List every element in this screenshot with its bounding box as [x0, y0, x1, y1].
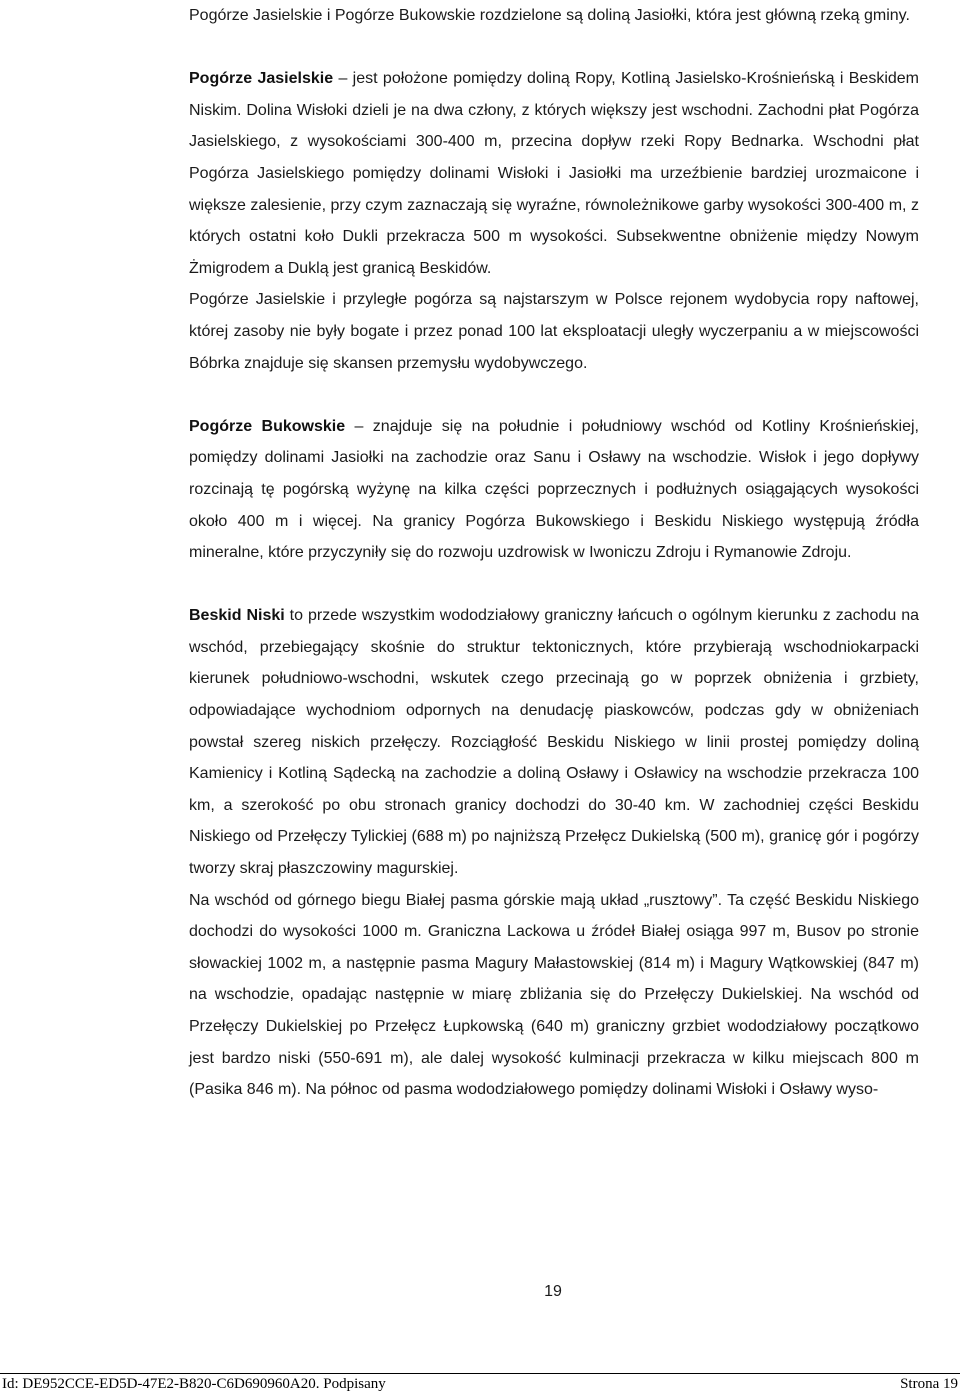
- paragraph-text: to przede wszystkim wododziałowy graniczny łańcuch o ogólnym kierunku z zachodu na wschód, przebiegający skośnie do struktur tektonicznych, które przybierają wschodniokarpacki kierunek południowo-wschodni, wskutek czego przecinają go w poprzek obniżenia i grzbiety, odpowiadające wychodniom odpornych na denudację piaskowców, podczas gdy w obniżeniach powstał szereg niskich przełęczy. Rozciągłość Beskidu Niskiego w linii prostej pomiędzy doliną Kamienicy i Kotliną Sądecką na zachodzie a doliną Osławy i Osławicy na wschodzie przekracza 100 km, a szerokość po obu stronach granicy dochodzi do 30-40 km. W zachodniej części Beskidu Niskiego od Przełęczy Tylickiej (688 m) po najniższą Przełęcz Dukielską (500 m), granicę gór i pogórzy tworzy skraj płaszczowiny magurskiej.: [189, 607, 920, 878]
- footer-page-label: Strona 19: [900, 1376, 958, 1392]
- paragraph-text: – jest położone pomiędzy doliną Ropy, Kotliną Jasielsko-Krośnieńską i Beskidem Niskim. Dolina Wisłoki dzieli je na dwa człony, z których większy jest wschodni. Zachodni płat Pogórza Jasielskiego, z wysokościami 300-400 m, przecina dopływ rzeki Ropy Bednarka. Wschodni płat Pogórza Jasielskiego pomiędzy dolinami Wisłoki i Jasiołki ma urzeźbienie bardziej urozmaicone i większe zalesienie, przy czym zaznaczają się wyraźne, równoleżnikowe garby wysokości 300-400 m, z których ostatni koło Dukli przekracza 500 m wysokości. Subsekwentne obniżenie między Nowym Żmigrodem a Duklą jest granicą Beskidów.: [189, 70, 920, 277]
- paragraph-east: Na wschód od górnego biegu Białej pasma górskie mają układ „rusztowy”. Ta część Beskidu Niskiego dochodzi do wysokości 1000 m. Graniczna Lackowa u źródeł Białej osiąga 997 m, Busov po stronie słowackiej 1002 m, a następnie pasma Magury Małastowskiej (814 m) i Magury Wątkowskiej (847 m) na wschodzie, opadając następnie w miarę zbliżania się do Przełęczy Dukielskiej. Na wschód od Przełęczy Dukielskiej po Przełęcz Łupkowską (640 m) graniczny grzbiet wododziałowy początkowo jest bardzo niski (550-691 m), ale dalej wysokość kulminacji przekracza w kilku miejscach 800 m (Pasika 846 m). Na północ od pasma wododziałowego pomiędzy dolinami Wisłoki i Osławy wyso-: [189, 891, 919, 1099]
- footer: [0, 1375, 960, 1394]
- paragraph-pogorze-bukowskie: [189, 411, 919, 569]
- paragraph-pogorze-jasielskie: [189, 63, 919, 284]
- term-pogorze-bukowskie: Pogórze Bukowskie: [189, 417, 346, 435]
- paragraph-text: – znajduje się na południe i południowy wschód od Kotliny Krośnieńskiej, pomiędzy dolinami Jasiołki na zachodzie oraz Sanu i Osławy na wschodzie. Wisłok i jego dopływy rozcinają tę pogórską wyżynę na kilka części poprzecznych i podłużnych osiągających wysokości około 400 m i więcej. Na granicy Pogórza Bukowskiego i Beskidu Niskiego występują źródła mineralne, które przyczyniły się do rozwoju uzdrowisk w Iwoniczu Zdroju i Rymanowie Zdroju.: [189, 417, 919, 562]
- body-text: [189, 0, 919, 1106]
- paragraph-oil: Pogórze Jasielskie i przyległe pogórza są najstarszym w Polsce rejonem wydobycia ropy naftowej, której zasoby nie były bogate i przez ponad 100 lat eksploatacji uległy wyczerpaniu a w miejscowości Bóbrka znajduje się skansen przemysłu wydobywczego.: [189, 291, 919, 372]
- paragraph-beskid-niski: [189, 600, 919, 884]
- paragraph-intro: Pogórze Jasielskie i Pogórze Bukowskie rozdzielone są doliną Jasiołki, która jest główną rzeką gminy.: [189, 7, 910, 24]
- term-beskid-niski: Beskid Niski: [189, 607, 285, 625]
- term-pogorze-jasielskie: Pogórze Jasielskie: [189, 70, 334, 88]
- page-number: 19: [544, 1283, 562, 1300]
- footer-divider: [0, 1373, 960, 1374]
- footer-document-id: Id: DE952CCE-ED5D-47E2-B820-C6D690960A20. Podpisany: [2, 1376, 386, 1392]
